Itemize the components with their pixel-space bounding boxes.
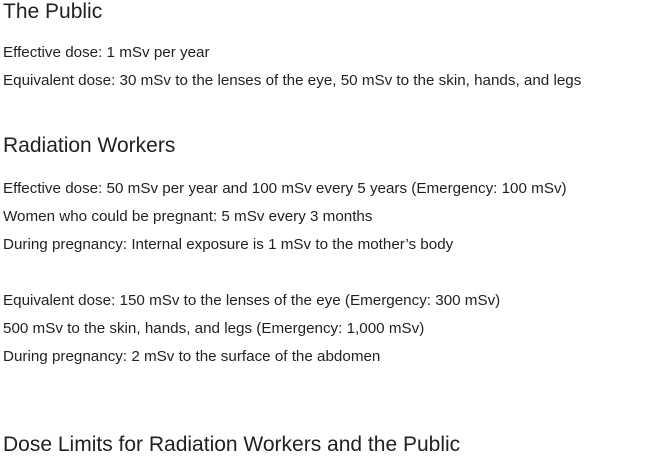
public-heading: The Public (3, 0, 103, 23)
workers-pregnancy-abdomen-limit: During pregnancy: 2 mSv to the surface of the abdomen (3, 348, 381, 365)
figure-caption: Dose Limits for Radiation Workers and the Public (3, 433, 461, 456)
workers-effective-dose: Effective dose: 50 mSv per year and 100 mSv every 5 years (Emergency: 100 mSv) (3, 180, 567, 197)
workers-heading: Radiation Workers (3, 134, 176, 157)
public-effective-dose: Effective dose: 1 mSv per year (3, 44, 210, 61)
workers-pregnant-women-limit: Women who could be pregnant: 5 mSv every 3 months (3, 208, 373, 225)
public-equivalent-dose: Equivalent dose: 30 mSv to the lenses of the eye, 50 mSv to the skin, hands, and legs (3, 72, 582, 89)
workers-pregnancy-internal-limit: During pregnancy: Internal exposure is 1 mSv to the mother’s body (3, 236, 454, 253)
workers-equivalent-dose-eye: Equivalent dose: 150 mSv to the lenses of the eye (Emergency: 300 mSv) (3, 292, 501, 309)
workers-equivalent-dose-skin: 500 mSv to the skin, hands, and legs (Emergency: 1,000 mSv) (3, 320, 425, 337)
